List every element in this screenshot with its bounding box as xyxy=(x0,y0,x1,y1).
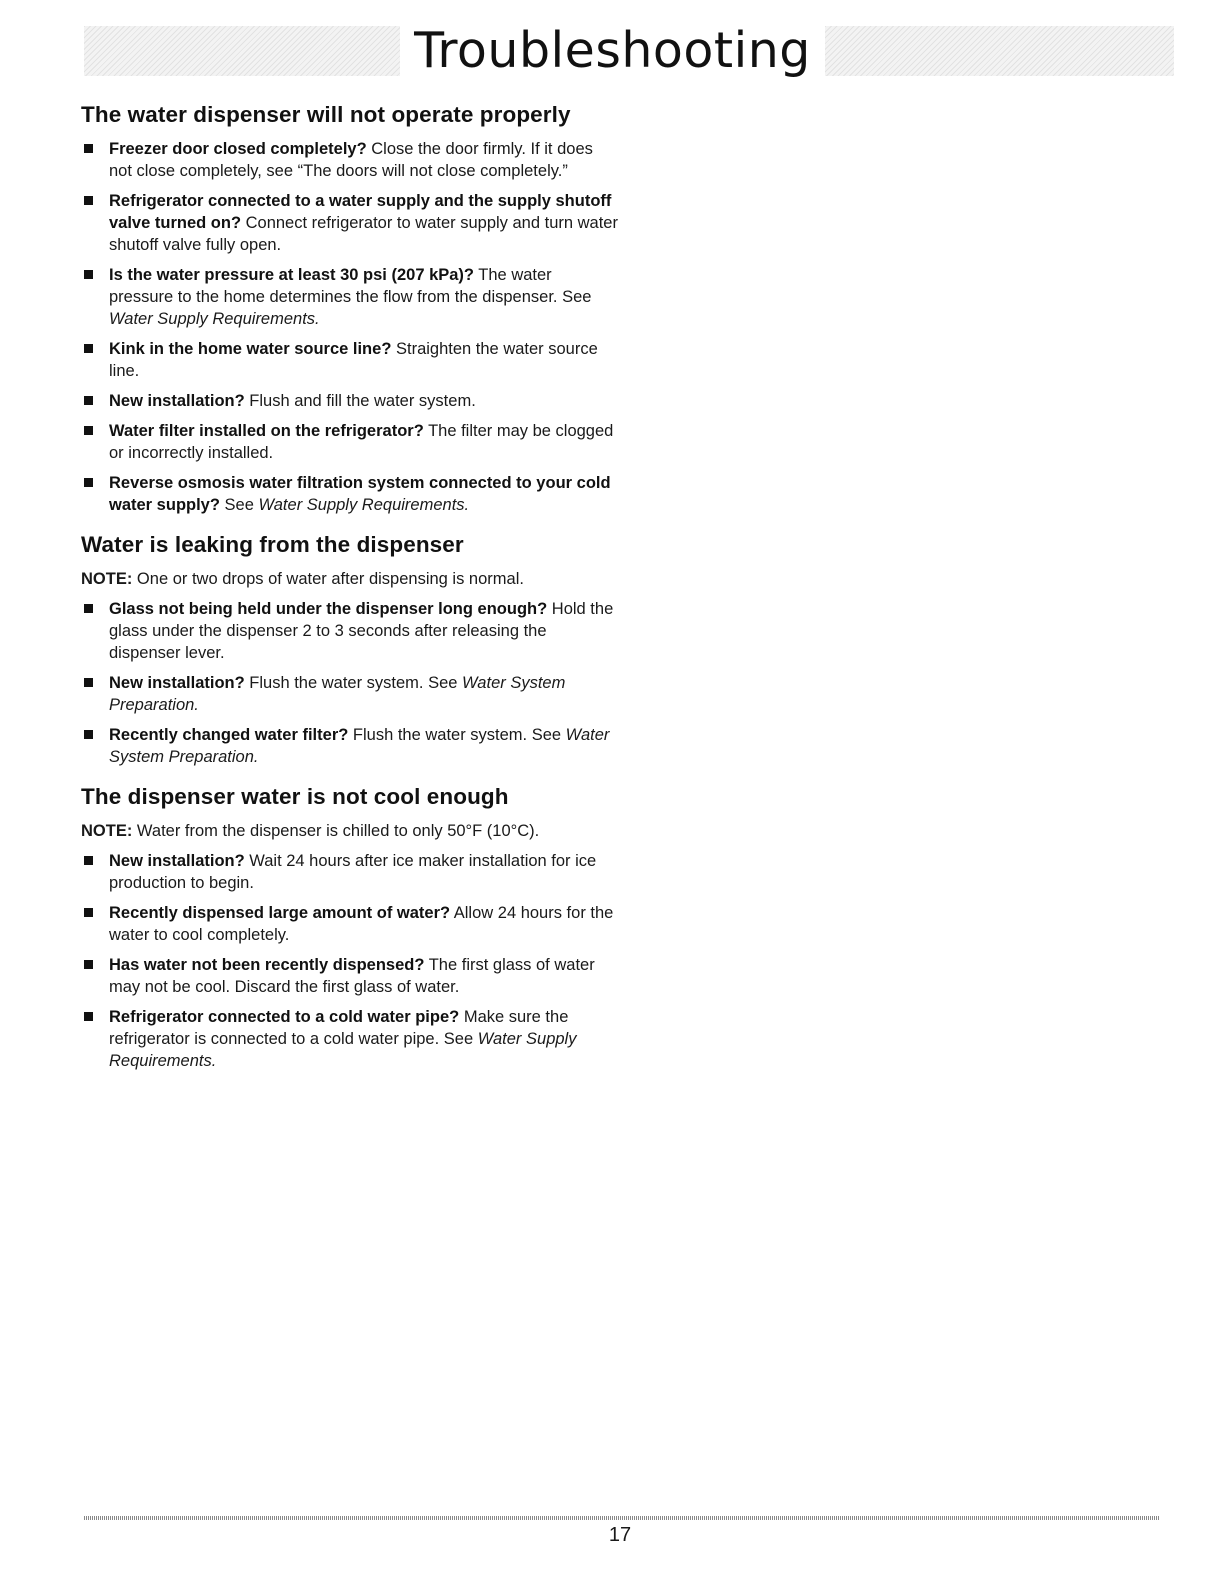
square-bullet-icon xyxy=(84,678,93,687)
item-question: New installation? xyxy=(109,852,245,870)
content xyxy=(81,100,641,1072)
item-reference: Water System Preparation. xyxy=(109,726,610,766)
item-question: Reverse osmosis water filtration system connected to your cold water supply? xyxy=(109,474,611,514)
list-item xyxy=(81,850,619,894)
list-item xyxy=(81,472,619,516)
square-bullet-icon xyxy=(84,144,93,153)
square-bullet-icon xyxy=(84,426,93,435)
item-question: Has water not been recently dispensed? xyxy=(109,956,425,974)
note-text: One or two drops of water after dispensing is normal. xyxy=(132,570,524,588)
item-question: Kink in the home water source line? xyxy=(109,340,392,358)
square-bullet-icon xyxy=(84,960,93,969)
footer-rule xyxy=(84,1516,1159,1520)
note-label: NOTE: xyxy=(81,570,133,588)
list-item xyxy=(81,390,619,412)
item-answer: Make sure the refrigerator is connected to a cold water pipe. See xyxy=(109,1008,569,1048)
item-question: Recently changed water filter? xyxy=(109,726,349,744)
item-list xyxy=(81,138,641,516)
square-bullet-icon xyxy=(84,856,93,865)
item-reference: Water Supply Requirements. xyxy=(258,496,470,514)
item-answer: The first glass of water may not be cool. Discard the first glass of water. xyxy=(109,956,595,996)
page-title xyxy=(0,18,1225,84)
square-bullet-icon xyxy=(84,908,93,917)
square-bullet-icon xyxy=(84,730,93,739)
item-answer: Wait 24 hours after ice maker installation for ice production to begin. xyxy=(109,852,597,892)
section-water-not-cool xyxy=(81,782,641,1072)
list-item xyxy=(81,598,619,664)
list-item xyxy=(81,190,619,256)
square-bullet-icon xyxy=(84,1012,93,1021)
square-bullet-icon xyxy=(84,196,93,205)
item-question: Freezer door closed completely? xyxy=(109,140,367,158)
item-question: Glass not being held under the dispenser long enough? xyxy=(109,600,548,618)
list-item xyxy=(81,264,619,330)
list-item xyxy=(81,954,619,998)
note-label: NOTE: xyxy=(81,822,133,840)
item-question: Is the water pressure at least 30 psi (207 kPa)? xyxy=(109,266,475,284)
item-reference: Water Supply Requirements. xyxy=(109,1030,577,1070)
page-number: 17 xyxy=(608,1524,632,1546)
note-text: Water from the dispenser is chilled to only 50°F (10°C). xyxy=(132,822,540,840)
section-spacer xyxy=(81,768,641,782)
item-answer: Close the door firmly. If it does not close completely, see “The doors will not close completely.” xyxy=(109,140,593,180)
note xyxy=(81,820,641,842)
section-heading: The water dispenser will not operate properly xyxy=(81,102,571,127)
item-list xyxy=(81,598,641,768)
item-question: New installation? xyxy=(109,674,245,692)
item-answer: Flush the water system. See xyxy=(244,674,463,692)
section-dispenser-not-operating xyxy=(81,100,641,516)
section-heading: The dispenser water is not cool enough xyxy=(81,784,509,809)
section-spacer xyxy=(81,516,641,530)
item-question: Refrigerator connected to a water supply and the supply shutoff valve turned on? xyxy=(109,192,612,232)
list-item xyxy=(81,420,619,464)
list-item xyxy=(81,1006,619,1072)
square-bullet-icon xyxy=(84,344,93,353)
item-reference: Water Supply Requirements. xyxy=(109,310,320,328)
item-reference: Water System Preparation. xyxy=(109,674,566,714)
item-question: New installation? xyxy=(109,392,245,410)
square-bullet-icon xyxy=(84,270,93,279)
square-bullet-icon xyxy=(84,478,93,487)
list-item xyxy=(81,138,619,182)
item-answer: Flush and fill the water system. xyxy=(244,392,476,410)
list-item xyxy=(81,902,619,946)
item-list xyxy=(81,850,641,1072)
item-answer: Flush the water system. See xyxy=(348,726,566,744)
item-question: Recently dispensed large amount of water? xyxy=(109,904,451,922)
item-question: Refrigerator connected to a cold water pipe? xyxy=(109,1008,460,1026)
item-answer: Connect refrigerator to water supply and turn water shutoff valve fully open. xyxy=(109,214,618,254)
section-heading: Water is leaking from the dispenser xyxy=(81,532,464,557)
note xyxy=(81,568,641,590)
list-item xyxy=(81,672,619,716)
item-answer: The filter may be clogged or incorrectly installed. xyxy=(109,422,614,462)
section-dispenser-leaking xyxy=(81,530,641,768)
square-bullet-icon xyxy=(84,396,93,405)
item-answer: See xyxy=(219,496,259,514)
square-bullet-icon xyxy=(84,604,93,613)
item-answer: Straighten the water source line. xyxy=(109,340,598,380)
item-answer: Allow 24 hours for the water to cool completely. xyxy=(109,904,614,944)
item-answer: Hold the glass under the dispenser 2 to 3 seconds after releasing the dispenser lever. xyxy=(109,600,614,662)
item-answer: The water pressure to the home determines the flow from the dispenser. See xyxy=(109,266,592,306)
item-question: Water filter installed on the refrigerator? xyxy=(109,422,424,440)
list-item xyxy=(81,724,619,768)
list-item xyxy=(81,338,619,382)
page-title-text: Troubleshooting xyxy=(400,22,825,79)
